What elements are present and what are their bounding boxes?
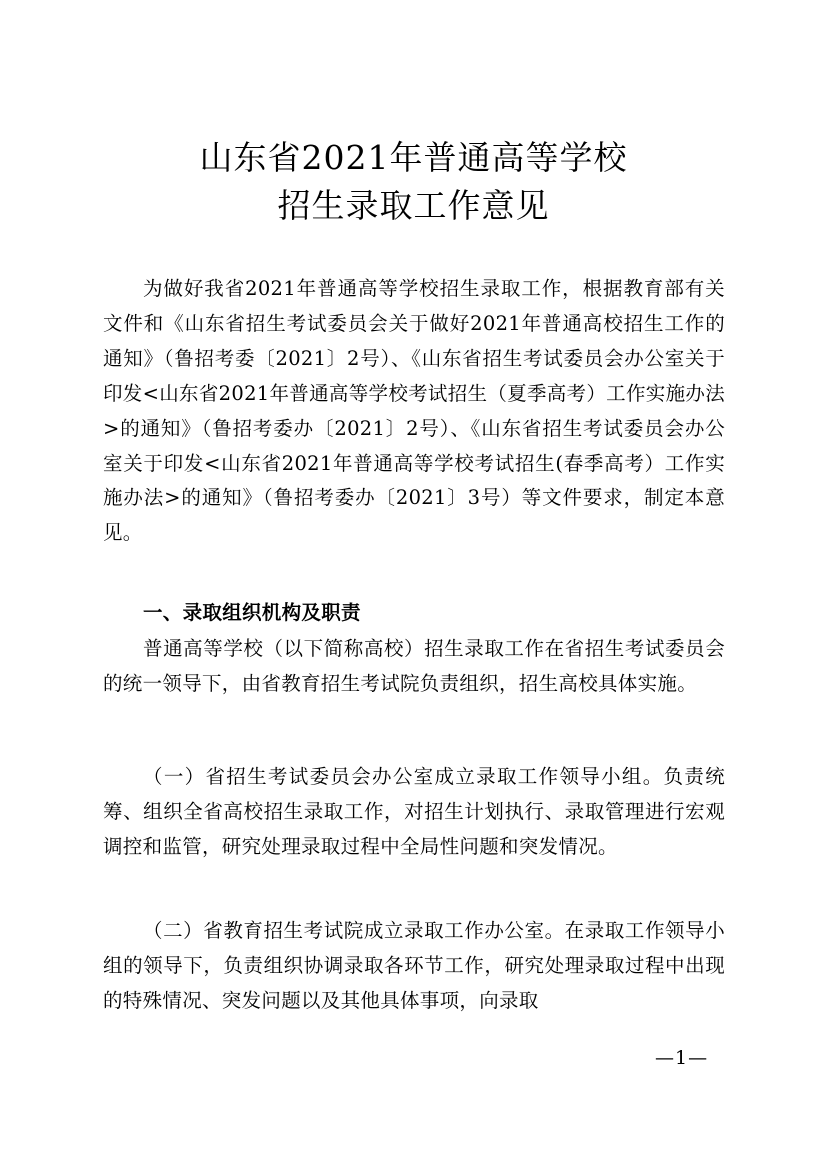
page-number: —1— [655,1047,709,1069]
item-paragraph-2: （二）省教育招生考试院成立录取工作办公室。在录取工作领导小组的领导下，负责组织协调录取各环节工作，研究处理录取过程中出现的特殊情况、突发问题以及其他具体事项，向录取 [103,919,725,1012]
document-title-line-2: 招生录取工作意见 [277,186,550,225]
section-heading: 一、录取组织机构及职责 [143,601,361,624]
intro-paragraph: 为做好我省2021年普通高等学校招生录取工作，根据教育部有关文件和《山东省招生考试委员会关于做好2021年普通高校招生工作的通知》（鲁招考委〔2021〕2号）、《山东省招生考试委员会办公室关于印发<山东省2021年普通高等学校考试招生（夏季高考）工作实施办法>的通知》（鲁招考委办〔2021〕2号）、《山东省招生考试委员会办公室关于印发<山东省2021年普通高等学校考试招生(春季高考）工作实施办法>的通知》（鲁招考委办〔2021〕3号）等文件要求，制定本意见。 [103,277,725,545]
section-paragraph: 普通高等学校（以下简称高校）招生录取工作在省招生考试委员会的统一领导下，由省教育招生考试院负责组织，招生高校具体实施。 [103,637,725,695]
document-title-line-1: 山东省2021年普通高等学校 [199,138,628,177]
item-paragraph-1: （一）省招生考试委员会办公室成立录取工作领导小组。负责统筹、组织全省高校招生录取工作，对招生计划执行、录取管理进行宏观调控和监管，研究处理录取过程中全局性问题和突发情况。 [103,765,725,858]
